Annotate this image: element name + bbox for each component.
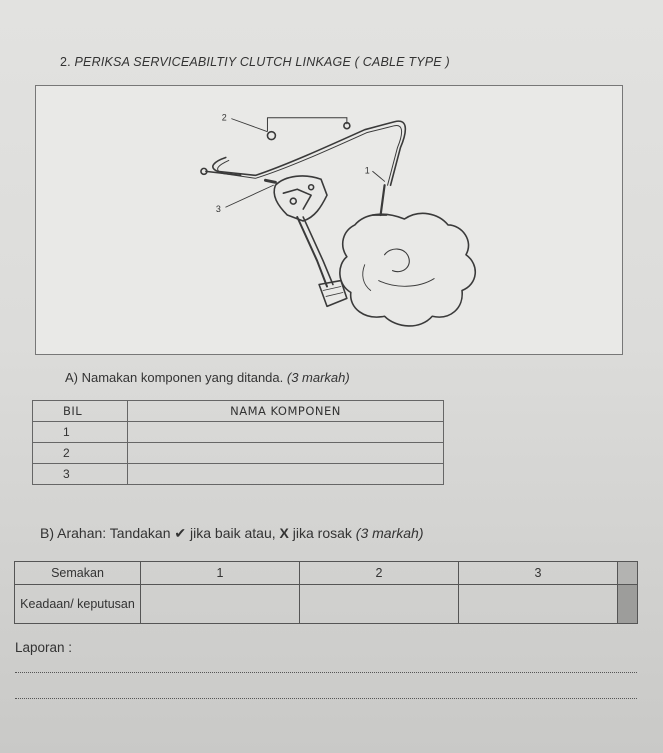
- table-row: [33, 464, 444, 485]
- section-b-instruction-mid: jika baik atau,: [186, 525, 276, 541]
- row-number: 1: [33, 422, 128, 443]
- question-title-text: PERIKSA SERVICEABILTIY CLUTCH LINKAGE ( CABLE TYPE ): [74, 55, 450, 69]
- result-cell-3[interactable]: [459, 585, 618, 624]
- x-mark-icon: X: [279, 525, 289, 541]
- table-header-row: [15, 562, 638, 585]
- inspection-table: [14, 561, 638, 624]
- table-header-row: [33, 401, 444, 422]
- question-title: [60, 55, 450, 69]
- section-b-instruction-end: jika rosak: [288, 525, 352, 541]
- header-semakan: Semakan: [15, 562, 141, 585]
- component-name-cell[interactable]: [128, 422, 444, 443]
- component-name-table: [32, 400, 444, 485]
- result-cell-2[interactable]: [300, 585, 459, 624]
- table-row: [33, 443, 444, 464]
- report-line-2[interactable]: [15, 698, 637, 699]
- section-a-instruction: A) Namakan komponen yang ditanda.: [65, 370, 284, 385]
- section-b-instruction: B) Arahan: Tandakan: [40, 525, 171, 541]
- section-a-prompt: [65, 370, 350, 385]
- table-row: [15, 585, 638, 624]
- header-col-2: 2: [300, 562, 459, 585]
- row-number: 2: [33, 443, 128, 464]
- header-bil: BIL: [33, 401, 128, 422]
- header-nama-komponen: NAMA KOMPONEN: [128, 401, 444, 422]
- report-line-1[interactable]: [15, 672, 637, 673]
- header-col-1: 1: [141, 562, 300, 585]
- component-name-cell[interactable]: [128, 464, 444, 485]
- section-a-marks: (3 markah): [286, 370, 350, 385]
- header-col-4: [618, 562, 638, 585]
- result-cell-shaded: [618, 585, 638, 624]
- check-mark-icon: ✔: [174, 525, 187, 541]
- question-number: 2.: [60, 55, 71, 69]
- figure-label-2: 2: [221, 112, 227, 123]
- report-label: Laporan :: [15, 640, 73, 655]
- row-label-keadaan: Keadaan/ keputusan: [15, 585, 141, 624]
- section-b-prompt: [40, 525, 423, 542]
- figure-label-3: 3: [215, 204, 221, 215]
- figure-label-1: 1: [364, 165, 370, 176]
- result-cell-1[interactable]: [141, 585, 300, 624]
- header-col-3: 3: [459, 562, 618, 585]
- clutch-linkage-drawing: [36, 86, 622, 354]
- clutch-linkage-diagram: [35, 85, 623, 355]
- table-row: [33, 422, 444, 443]
- component-name-cell[interactable]: [128, 443, 444, 464]
- row-number: 3: [33, 464, 128, 485]
- section-b-marks: (3 markah): [355, 525, 424, 541]
